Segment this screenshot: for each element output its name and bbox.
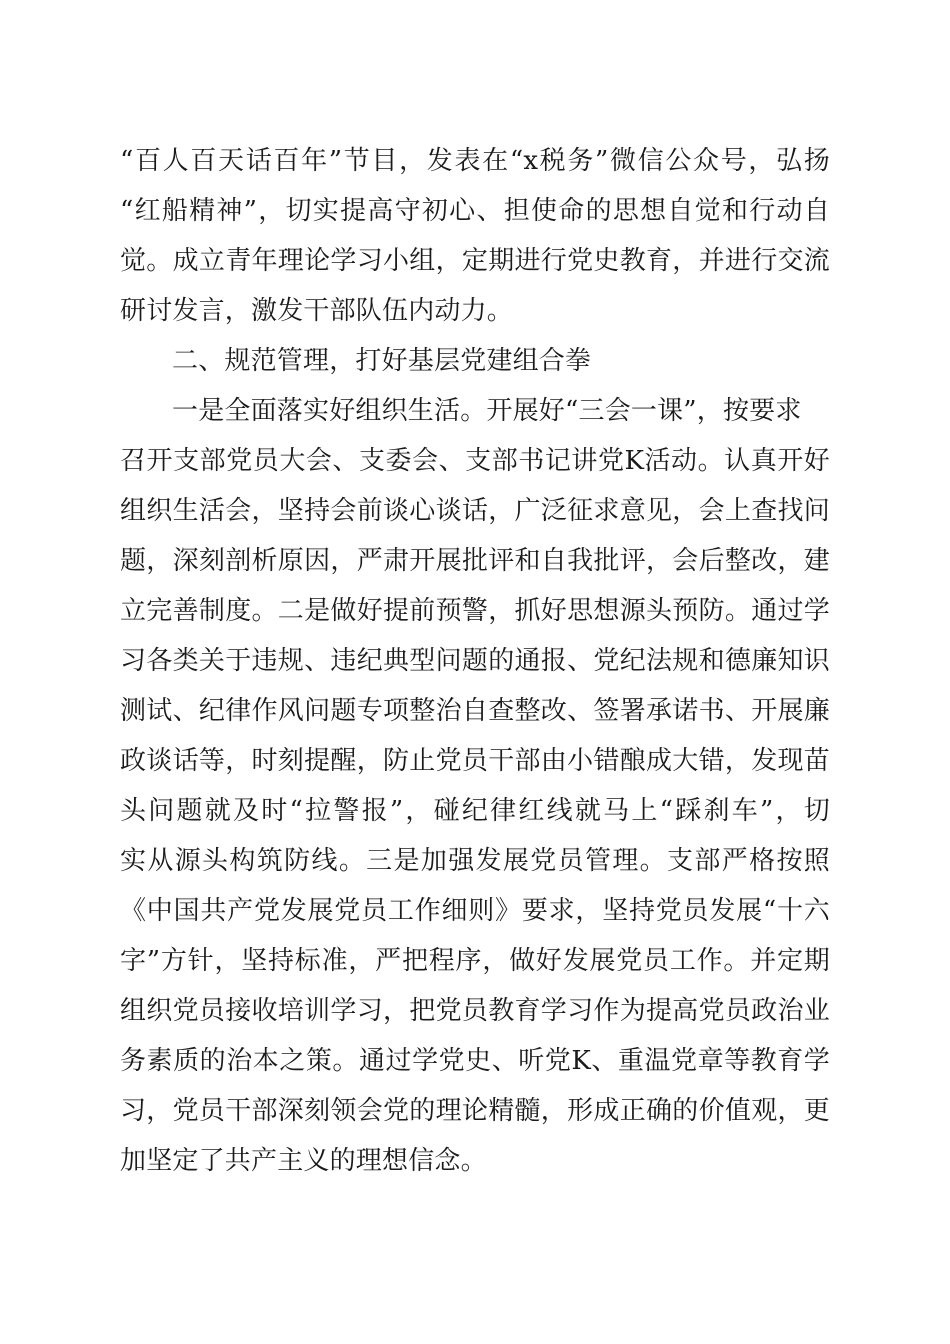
document-body (120, 136, 830, 1186)
text-line: 务素质的治本之策。通过学党史、听党K、重温党章等教育学 (120, 1046, 830, 1076)
text-line: 组织生活会，坚持会前谈心谈话，广泛征求意见，会上查找问 (120, 496, 830, 526)
text-line: “百人百天话百年”节目，发表在“x税务”微信公众号，弘扬 (120, 146, 830, 176)
text-line: 题，深刻剖析原因，严肃开展批评和自我批评，会后整改，建 (120, 546, 830, 576)
text-line: 《中国共产党发展党员工作细则》要求，坚持党员发展“十六 (120, 896, 830, 926)
text-line: 一是全面落实好组织生活。开展好“三会一课”，按要求 (172, 396, 802, 426)
text-line: 字”方针，坚持标准，严把程序，做好发展党员工作。并定期 (120, 946, 830, 976)
text-line: 召开支部党员大会、支委会、支部书记讲党K活动。认真开好 (120, 446, 830, 476)
text-line: 政谈话等，时刻提醒，防止党员干部由小错酿成大错，发现苗 (120, 746, 830, 776)
text-line: 组织党员接收培训学习，把党员教育学习作为提高党员政治业 (120, 996, 830, 1026)
text-line: 头问题就及时“拉警报”，碰纪律红线就马上“踩刹车”，切 (120, 796, 830, 826)
text-line: 觉。成立青年理论学习小组，定期进行党史教育，并进行交流 (120, 246, 830, 276)
text-line: 实从源头构筑防线。三是加强发展党员管理。支部严格按照 (120, 846, 830, 876)
text-line: 测试、纪律作风问题专项整治自查整改、签署承诺书、开展廉 (120, 696, 830, 726)
text-line: 研讨发言，激发干部队伍内动力。 (120, 296, 514, 326)
text-line: 加坚定了共产主义的理想信念。 (120, 1146, 487, 1176)
section-heading: 二、规范管理，打好基层党建组合拳 (172, 346, 592, 376)
text-line: 立完善制度。二是做好提前预警，抓好思想源头预防。通过学 (120, 596, 830, 626)
text-line: 习各类关于违规、违纪典型问题的通报、党纪法规和德廉知识 (120, 646, 830, 676)
text-line: 习，党员干部深刻领会党的理论精髓，形成正确的价值观，更 (120, 1096, 830, 1126)
text-line: “红船精神”，切实提高守初心、担使命的思想自觉和行动自 (120, 196, 830, 226)
